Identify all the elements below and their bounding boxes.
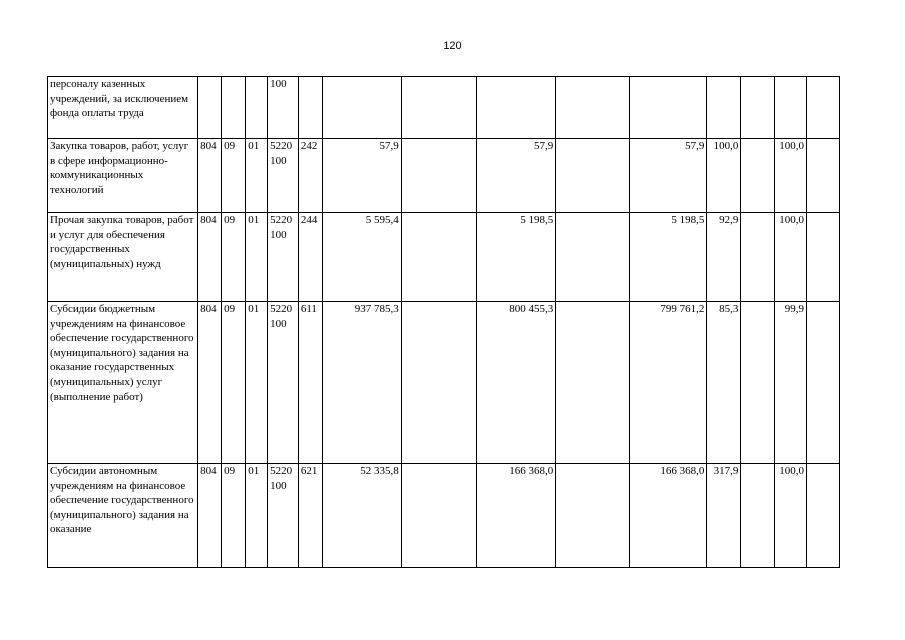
spacer-cell (741, 139, 775, 213)
vr-cell: 621 (298, 464, 322, 568)
rz-cell: 09 (222, 139, 246, 213)
percent-cell-2: 100,0 (775, 213, 807, 302)
spacer-cell (807, 77, 840, 139)
value-cell-3: 57,9 (477, 139, 556, 213)
vr-cell (298, 77, 322, 139)
csr-cell: 5220 100 (268, 464, 299, 568)
spacer-cell (741, 213, 775, 302)
value-cell-3: 5 198,5 (477, 213, 556, 302)
percent-cell-1: 317,9 (707, 464, 741, 568)
rz-cell: 09 (222, 464, 246, 568)
value-cell-5: 57,9 (629, 139, 707, 213)
value-cell-2 (401, 464, 477, 568)
spacer-cell (807, 302, 840, 464)
spacer-cell (807, 139, 840, 213)
value-cell-3: 166 368,0 (477, 464, 556, 568)
row-name: Прочая закупка товаров, работ и услуг для обеспечения государственных (муниципальных) нужд (48, 213, 198, 302)
spacer-cell (741, 77, 775, 139)
value-cell-5 (629, 77, 707, 139)
budget-table (47, 76, 840, 568)
table-row (48, 77, 840, 139)
percent-cell-2: 99,9 (775, 302, 807, 464)
pr-cell: 01 (246, 302, 268, 464)
value-cell-3: 800 455,3 (477, 302, 556, 464)
spacer-cell (741, 302, 775, 464)
value-cell-1: 57,9 (322, 139, 401, 213)
spacer-cell (807, 213, 840, 302)
row-name: Субсидии автономным учреждениям на финансовое обеспечение государственного (муниципального) задания на оказание (48, 464, 198, 568)
value-cell-4 (556, 77, 629, 139)
table-row (48, 302, 840, 464)
value-cell-5: 5 198,5 (629, 213, 707, 302)
ved-cell (198, 77, 222, 139)
table-row (48, 213, 840, 302)
csr-cell: 5220 100 (268, 302, 299, 464)
pr-cell: 01 (246, 139, 268, 213)
rz-cell: 09 (222, 213, 246, 302)
value-cell-2 (401, 213, 477, 302)
ved-cell: 804 (198, 213, 222, 302)
spacer-cell (807, 464, 840, 568)
table-row (48, 139, 840, 213)
percent-cell-1 (707, 77, 741, 139)
ved-cell: 804 (198, 139, 222, 213)
pr-cell (246, 77, 268, 139)
vr-cell: 244 (298, 213, 322, 302)
percent-cell-1: 85,3 (707, 302, 741, 464)
csr-cell: 5220 100 (268, 213, 299, 302)
pr-cell: 01 (246, 213, 268, 302)
value-cell-5: 799 761,2 (629, 302, 707, 464)
percent-cell-2: 100,0 (775, 139, 807, 213)
value-cell-4 (556, 213, 629, 302)
value-cell-3 (477, 77, 556, 139)
value-cell-1: 5 595,4 (322, 213, 401, 302)
table-row (48, 464, 840, 568)
ved-cell: 804 (198, 464, 222, 568)
value-cell-2 (401, 302, 477, 464)
value-cell-4 (556, 302, 629, 464)
value-cell-2 (401, 77, 477, 139)
value-cell-1: 937 785,3 (322, 302, 401, 464)
spacer-cell (741, 464, 775, 568)
csr-cell: 100 (268, 77, 299, 139)
row-name: персоналу казенных учреждений, за исключением фонда оплаты труда (48, 77, 198, 139)
value-cell-1: 52 335,8 (322, 464, 401, 568)
value-cell-4 (556, 464, 629, 568)
value-cell-2 (401, 139, 477, 213)
csr-cell: 5220 100 (268, 139, 299, 213)
pr-cell: 01 (246, 464, 268, 568)
percent-cell-1: 100,0 (707, 139, 741, 213)
percent-cell-1: 92,9 (707, 213, 741, 302)
value-cell-5: 166 368,0 (629, 464, 707, 568)
row-name: Закупка товаров, работ, услуг в сфере информационно-коммуникационных технологий (48, 139, 198, 213)
value-cell-4 (556, 139, 629, 213)
value-cell-1 (322, 77, 401, 139)
rz-cell (222, 77, 246, 139)
percent-cell-2: 100,0 (775, 464, 807, 568)
ved-cell: 804 (198, 302, 222, 464)
page-number: 120 (443, 40, 462, 52)
percent-cell-2 (775, 77, 807, 139)
rz-cell: 09 (222, 302, 246, 464)
row-name: Субсидии бюджетным учреждениям на финансовое обеспечение государственного (муниципального) задания на оказание государственных (муниципальных) услуг (выполнение работ) (48, 302, 198, 464)
vr-cell: 242 (298, 139, 322, 213)
vr-cell: 611 (298, 302, 322, 464)
